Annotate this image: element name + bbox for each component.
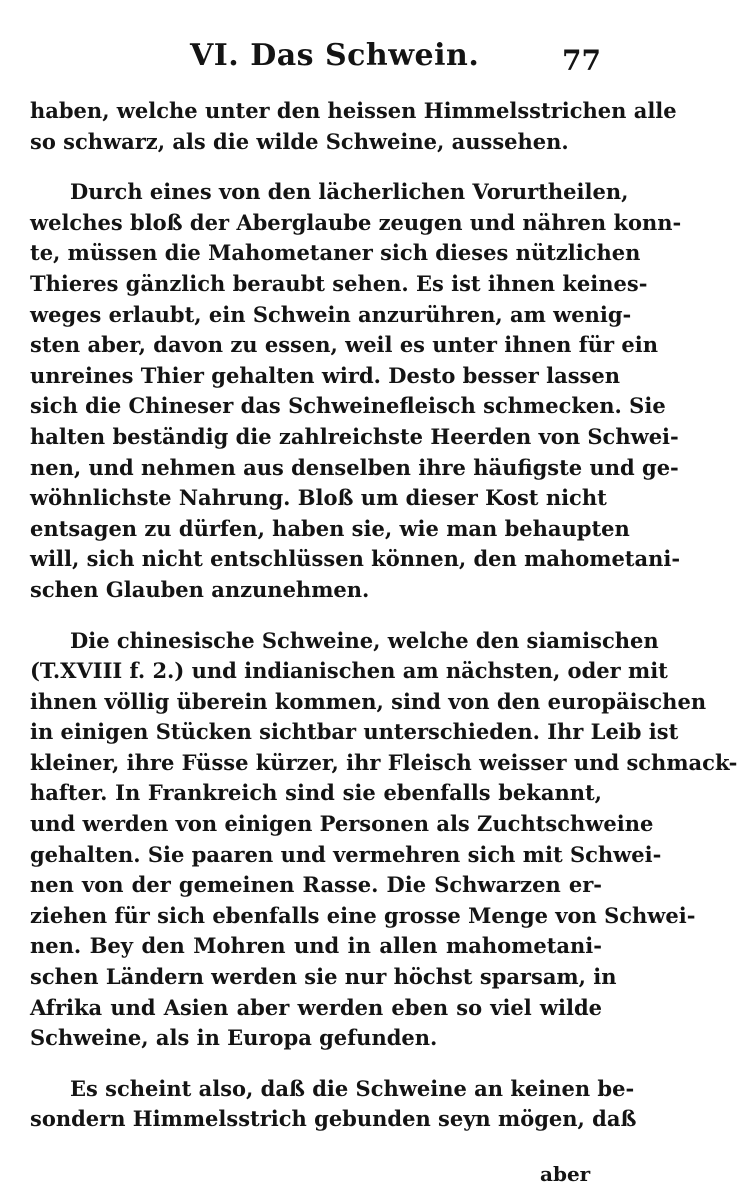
text-line: (T.XVIII f. 2.) und indianischen am nächsten, oder mit bbox=[30, 658, 668, 684]
text-line: sten aber, davon zu essen, weil es unter ihnen für ein bbox=[30, 332, 659, 358]
page-number: 77 bbox=[562, 44, 601, 77]
text-line: welches bloß der Aberglaube zeugen und nähren konn- bbox=[30, 209, 682, 235]
text-line: sondern Himmelsstrich gebunden seyn mögen, daß bbox=[30, 1106, 637, 1132]
catchword: aber bbox=[540, 1162, 591, 1186]
text-line: entsagen zu dürfen, haben sie, wie man behaupten bbox=[30, 515, 630, 541]
text-line: wöhnlichste Nahrung. Bloß um dieser Kost nicht bbox=[30, 485, 607, 511]
page-header bbox=[0, 30, 629, 80]
text-line: Thieres gänzlich beraubt sehen. Es ist ihnen keines- bbox=[30, 270, 648, 296]
text-line: gehalten. Sie paaren und vermehren sich mit Schwei- bbox=[30, 841, 662, 867]
text-line: hafter. In Frankreich sind sie ebenfalls bekannt, bbox=[30, 780, 602, 806]
text-line: schen Glauben anzunehmen. bbox=[30, 576, 370, 602]
text-line: so schwarz, als die wilde Schweine, aussehen. bbox=[30, 128, 569, 154]
text-line: und werden von einigen Personen als Zuchtschweine bbox=[30, 811, 654, 837]
text-line: Es scheint also, daß die Schweine an keinen be- bbox=[70, 1075, 635, 1101]
text-line: ihnen völlig überein kommen, sind von den europäischen bbox=[30, 688, 707, 714]
text-line: will, sich nicht entschlüssen können, den mahometani- bbox=[30, 546, 681, 572]
text-line: nen von der gemeinen Rasse. Die Schwarzen er- bbox=[30, 872, 602, 898]
text-line: sich die Chineser das Schweinefleisch schmecken. Sie bbox=[30, 393, 666, 419]
body-text bbox=[30, 96, 737, 1135]
text-line: schen Ländern werden sie nur höchst sparsam, in bbox=[30, 964, 617, 990]
text-line: Durch eines von den lächerlichen Vorurtheilen, bbox=[70, 179, 629, 205]
text-line: Die chinesische Schweine, welche den siamischen bbox=[70, 627, 659, 653]
text-line: te, müssen die Mahometaner sich dieses nützlichen bbox=[30, 240, 641, 266]
text-line: nen. Bey den Mohren und in allen mahometani- bbox=[30, 933, 602, 959]
text-line: Schweine, als in Europa gefunden. bbox=[30, 1025, 438, 1051]
text-line: weges erlaubt, ein Schwein anzurühren, am wenig- bbox=[30, 301, 632, 327]
text-line: nen, und nehmen aus denselben ihre häufigste und ge- bbox=[30, 454, 679, 480]
text-line: Afrika und Asien aber werden eben so viel wilde bbox=[30, 994, 602, 1020]
text-line: unreines Thier gehalten wird. Desto besser lassen bbox=[30, 362, 620, 388]
text-line: in einigen Stücken sichtbar unterschieden. Ihr Leib ist bbox=[30, 719, 679, 745]
text-line: haben, welche unter den heissen Himmelsstrichen alle bbox=[30, 98, 677, 123]
text-line: halten beständig die zahlreichste Heerden von Schwei- bbox=[30, 423, 679, 449]
text-line: ziehen für sich ebenfalls eine grosse Menge von Schwei- bbox=[30, 902, 696, 928]
running-title: VI. Das Schwein. bbox=[190, 38, 480, 73]
text-line: kleiner, ihre Füsse kürzer, ihr Fleisch weisser und schmack- bbox=[30, 749, 737, 775]
